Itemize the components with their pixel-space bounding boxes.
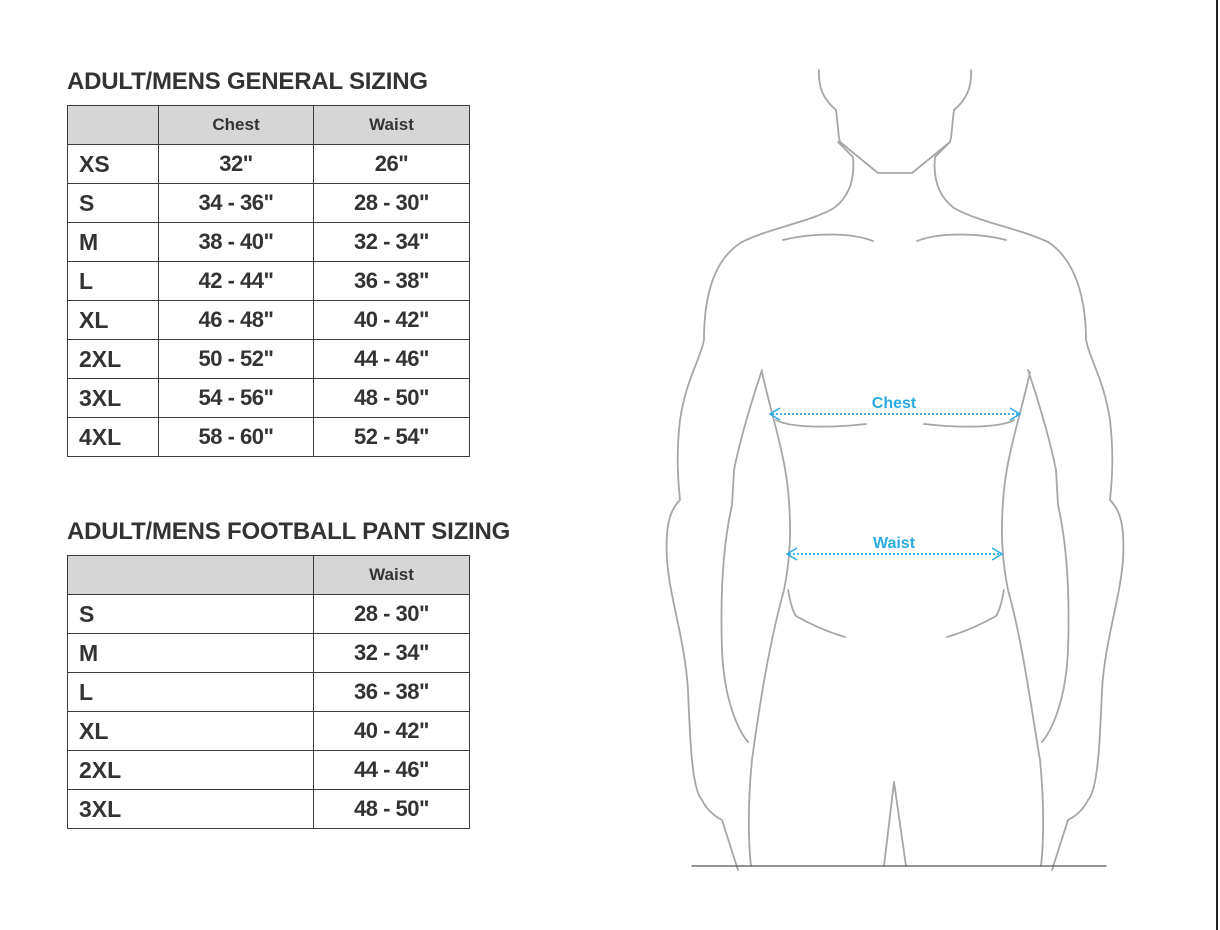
size-label: M bbox=[68, 634, 314, 673]
waist-value: 48 - 50" bbox=[314, 379, 470, 418]
size-label: XL bbox=[68, 712, 314, 751]
size-label: S bbox=[68, 184, 159, 223]
waist-value: 44 - 46" bbox=[314, 751, 470, 790]
size-label: S bbox=[68, 595, 314, 634]
chest-value: 38 - 40" bbox=[159, 223, 314, 262]
chest-value: 42 - 44" bbox=[159, 262, 314, 301]
waist-value: 28 - 30" bbox=[314, 595, 470, 634]
body-outline bbox=[667, 70, 1124, 870]
pant-sizing-title: ADULT/MENS FOOTBALL PANT SIZING bbox=[67, 518, 511, 545]
header-waist: Waist bbox=[314, 556, 470, 595]
waist-label: Waist bbox=[872, 535, 916, 552]
size-label: 2XL bbox=[68, 751, 314, 790]
waist-value: 32 - 34" bbox=[314, 634, 470, 673]
waist-value: 26" bbox=[314, 145, 470, 184]
chest-value: 54 - 56" bbox=[159, 379, 314, 418]
general-sizing-title: ADULT/MENS GENERAL SIZING bbox=[67, 68, 428, 95]
size-label: L bbox=[68, 262, 159, 301]
waist-value: 28 - 30" bbox=[314, 184, 470, 223]
waist-value: 40 - 42" bbox=[314, 301, 470, 340]
chest-measurement bbox=[770, 395, 1020, 420]
waist-value: 52 - 54" bbox=[314, 418, 470, 457]
size-label: M bbox=[68, 223, 159, 262]
chest-value: 46 - 48" bbox=[159, 301, 314, 340]
size-label: 3XL bbox=[68, 379, 159, 418]
size-label: L bbox=[68, 673, 314, 712]
waist-value: 44 - 46" bbox=[314, 340, 470, 379]
waist-value: 36 - 38" bbox=[314, 673, 470, 712]
size-label: XL bbox=[68, 301, 159, 340]
size-label: 2XL bbox=[68, 340, 159, 379]
waist-value: 32 - 34" bbox=[314, 223, 470, 262]
chest-value: 58 - 60" bbox=[159, 418, 314, 457]
waist-value: 36 - 38" bbox=[314, 262, 470, 301]
size-label: XS bbox=[68, 145, 159, 184]
waist-measurement bbox=[787, 535, 1002, 560]
header-waist: Waist bbox=[314, 106, 470, 145]
chest-value: 34 - 36" bbox=[159, 184, 314, 223]
chest-value: 50 - 52" bbox=[159, 340, 314, 379]
waist-value: 40 - 42" bbox=[314, 712, 470, 751]
size-label: 3XL bbox=[68, 790, 314, 829]
chest-value: 32" bbox=[159, 145, 314, 184]
chest-label: Chest bbox=[871, 395, 917, 412]
header-chest: Chest bbox=[159, 106, 314, 145]
size-label: 4XL bbox=[68, 418, 159, 457]
waist-value: 48 - 50" bbox=[314, 790, 470, 829]
